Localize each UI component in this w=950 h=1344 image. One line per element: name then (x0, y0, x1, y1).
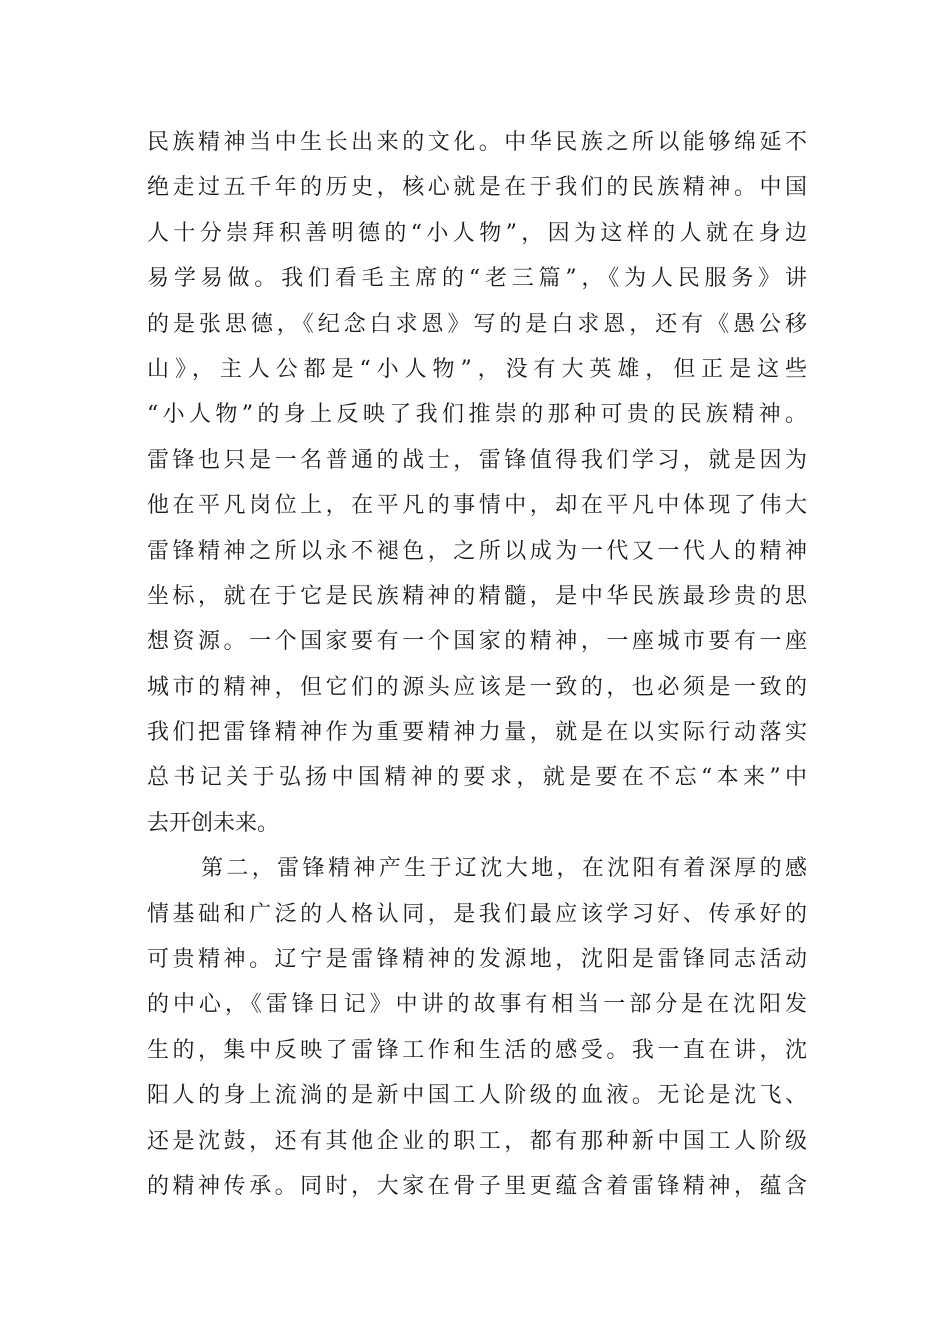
paragraph-start-line: 第二，雷锋精神产生于辽沈大地，在沈阳有着深厚的感 (201, 856, 807, 882)
text-line: 山》，主人公都是“小人物”，没有大英雄，但正是这些 (147, 356, 807, 382)
text-line: 我们把雷锋精神作为重要精神力量，就是在以实际行动落实 (147, 720, 807, 746)
text-line: 生的，集中反映了雷锋工作和生活的感受。我一直在讲，沈 (147, 1037, 807, 1063)
text-line: 人十分崇拜积善明德的“小人物”，因为这样的人就在身边 (147, 220, 807, 246)
text-line: 绝走过五千年的历史，核心就是在于我们的民族精神。中国 (147, 175, 807, 201)
text-line: 的精神传承。同时，大家在骨子里更蕴含着雷锋精神，蕴含 (147, 1173, 807, 1199)
text-line: 的中心，《雷锋日记》中讲的故事有相当一部分是在沈阳发 (147, 992, 807, 1018)
text-line: 的是张思德，《纪念白求恩》写的是白求恩，还有《愚公移 (147, 311, 807, 337)
text-line: 易学易做。我们看毛主席的“老三篇”，《为人民服务》讲 (147, 266, 807, 292)
text-line: 民族精神当中生长出来的文化。中华民族之所以能够绵延不 (147, 130, 807, 155)
text-line: “小人物”的身上反映了我们推崇的那种可贵的民族精神。 (147, 402, 807, 428)
text-line: 情基础和广泛的人格认同，是我们最应该学习好、传承好的 (147, 901, 807, 927)
text-line: 城市的精神，但它们的源头应该是一致的，也必须是一致的 (147, 674, 807, 700)
text-line: 总书记关于弘扬中国精神的要求，就是要在不忘“本来”中 (147, 765, 807, 791)
text-line: 阳人的身上流淌的是新中国工人阶级的血液。无论是沈飞、 (147, 1083, 807, 1109)
text-line: 他在平凡岗位上，在平凡的事情中，却在平凡中体现了伟大 (147, 493, 807, 519)
paragraph-end-line: 去开创未来。 (147, 810, 280, 836)
text-line: 坐标，就在于它是民族精神的精髓，是中华民族最珍贵的思 (147, 583, 807, 609)
body-text (147, 120, 807, 1209)
text-line: 雷锋也只是一名普通的战士，雷锋值得我们学习，就是因为 (147, 447, 807, 473)
text-line: 想资源。一个国家要有一个国家的精神，一座城市要有一座 (147, 629, 807, 655)
text-line: 可贵精神。辽宁是雷锋精神的发源地，沈阳是雷锋同志活动 (147, 947, 807, 973)
text-line: 还是沈鼓，还有其他企业的职工，都有那种新中国工人阶级 (147, 1128, 807, 1154)
text-line: 雷锋精神之所以永不褪色，之所以成为一代又一代人的精神 (147, 538, 807, 564)
